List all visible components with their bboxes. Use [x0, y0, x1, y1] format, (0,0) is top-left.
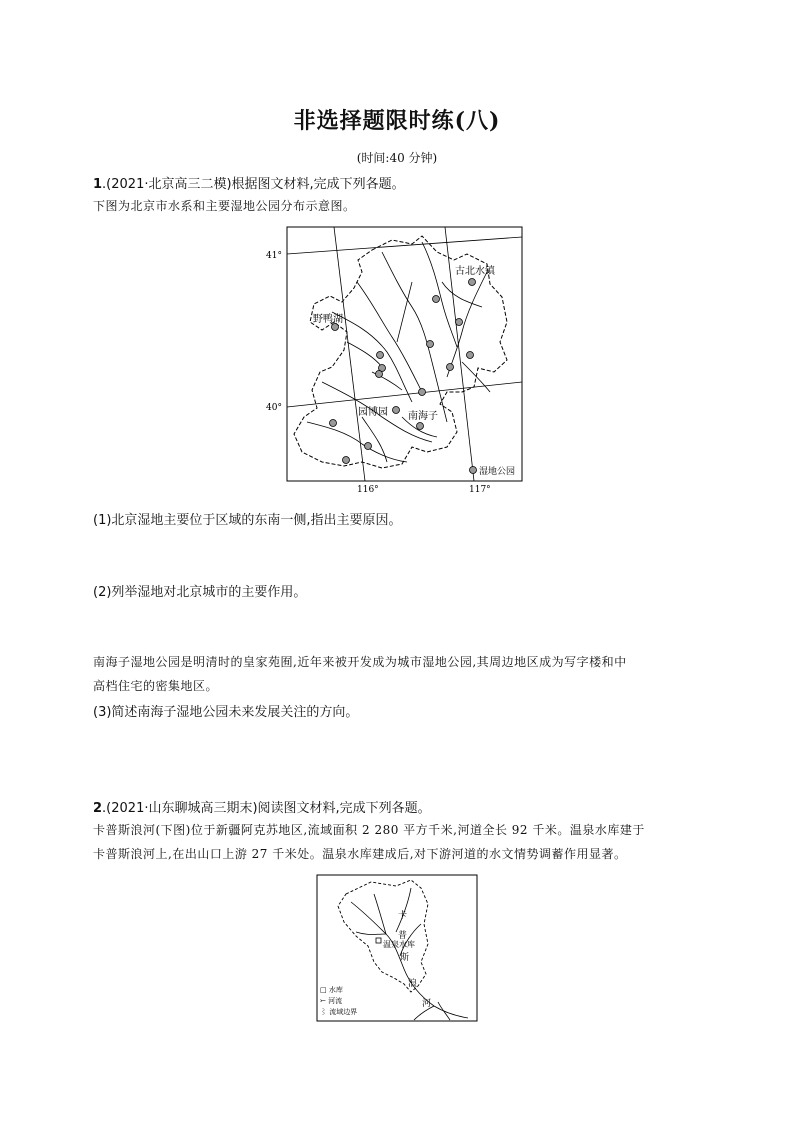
q1-material2-line1: 南海子湿地公园是明清时的皇家苑囿,近年来被开发成为城市湿地公园,其周边地区成为写字楼和中 [93, 655, 627, 669]
q2-material-line1: 卡普斯浪河(下图)位于新疆阿克苏地区,流域面积 2 280 平方千米,河道全长 92 千米。温泉水库建于 [93, 823, 645, 837]
lat-40-label: 40° [266, 403, 282, 413]
legend-basin-boundary: ⌇ 流域边界 [320, 1008, 358, 1016]
gubeikou-label: 古北水镇 [455, 266, 495, 277]
q2-header [93, 797, 431, 816]
lon-116-label: 116° [357, 485, 379, 494]
lon-117-label: 117° [469, 485, 491, 494]
legend-river: ⤚ 河流 [320, 997, 343, 1005]
page-title: 非选择题限时练(八) [293, 108, 501, 134]
nanhaizi-label: 南海子 [408, 411, 438, 422]
q1-header [93, 173, 405, 192]
river-char-he: 河 [422, 999, 432, 1009]
reservoir-label: 温泉水库 [383, 940, 415, 949]
q1-material2-line2: 高档住宅的密集地区。 [93, 679, 219, 693]
time-limit: (时间:40 分钟) [356, 151, 438, 165]
q1-sub2: (2)列举湿地对北京城市的主要作用。 [93, 585, 307, 600]
q1-sub1: (1)北京湿地主要位于区域的东南一侧,指出主要原因。 [93, 513, 402, 528]
beijing-water-map [262, 222, 526, 494]
q2-material-line2: 卡普斯浪河上,在出山口上游 27 千米处。温泉水库建成后,对下游河道的水文情势调蓄作用显著。 [93, 847, 627, 861]
q1-sub3: (3)简述南海子湿地公园未来发展关注的方向。 [93, 705, 359, 720]
q2-header-text: .(2021·山东聊城高三期末)阅读图文材料,完成下列各题。 [102, 801, 431, 816]
lat-41-label: 41° [266, 251, 282, 261]
q2-number: 2 [93, 801, 103, 816]
legend-reservoir: □ 水库 [320, 986, 343, 994]
legend-wetland-label: 湿地公园 [479, 467, 516, 477]
q1-material: 下图为北京市水系和主要湿地公园分布示意图。 [93, 199, 356, 213]
yuanboyuan-label: 园博园 [358, 407, 388, 418]
river-char-pu: 普 [398, 931, 408, 941]
river-char-si: 斯 [400, 953, 410, 963]
yeyahu-label: 野鸭湖 [313, 314, 343, 325]
kapusilang-river-map [316, 874, 478, 1022]
q1-number: 1 [93, 177, 103, 192]
river-char-lang: 浪 [408, 979, 418, 989]
q1-header-text: .(2021·北京高三二模)根据图文材料,完成下列各题。 [102, 177, 405, 192]
river-char-ka: 卡 [398, 911, 408, 921]
